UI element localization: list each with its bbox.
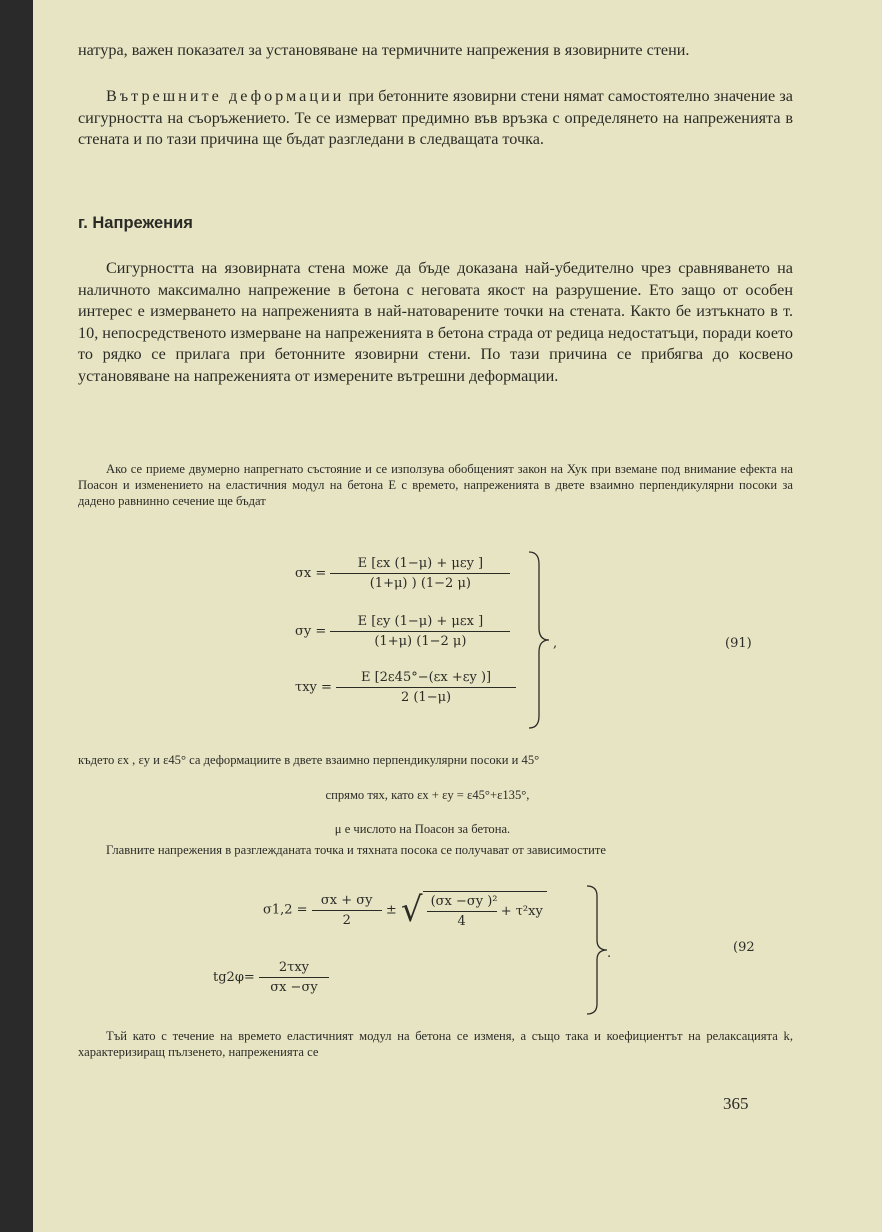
eq91-tau-xy	[295, 670, 516, 705]
eq91-t-lhs: τxy =	[295, 680, 332, 695]
paragraph-top-text: натура, важен показател за установяване на термичните напрежения в язовирните стени.	[78, 41, 690, 59]
paragraph-top	[78, 40, 793, 62]
eq92-s-denominator: 2	[312, 910, 382, 928]
eq92-s-lhs: σ1,2 =	[263, 902, 308, 918]
eq91-sx-numerator: E [εx (1−μ) + μεy ]	[357, 556, 484, 571]
section-heading: г. Напрежения	[78, 214, 193, 232]
eq91-t-denominator: 2 (1−μ)	[336, 687, 516, 705]
where-line-text: където εx , εy и ε45° са деформациите в двете взаимно перпендикулярни посоки и 45°	[78, 753, 540, 767]
eq92-root-tail: + τ²xy	[500, 904, 543, 919]
paragraph-safety-text: Сигурността на язовирната стена може да бъде доказана най-убедително чрез сравняването на наличното максимално напрежение в бетона с неговата якост на разрушение. Ето защо от особен интерес е измерването на напреженията в най-натоварените точки на стената. Както бе изтъкнато в т. 10, непосредственото измерване на напреженията в бетона страда от редица недостатъци, поради което то рядко се прилага при бетонните язовирни стени. По тази причина се прибягва до косвено установяване на напреженията от измерените вътрешни деформации.	[78, 259, 793, 385]
eq92-s-numerator: σx + σy	[320, 892, 373, 908]
relative-line: спрямо тях, като εx + εy = ε45°+ε135°,	[325, 788, 530, 802]
page-number: 365	[723, 1094, 749, 1113]
book-page	[33, 0, 882, 1232]
eq91-sy-numerator: E [εy (1−μ) + μεx ]	[357, 614, 484, 629]
eq91-number: (91)	[725, 636, 752, 651]
paragraph-safety	[78, 258, 793, 388]
eq91-sy-lhs: σy =	[295, 624, 327, 639]
eq92-tg-lhs: tg2φ=	[213, 970, 255, 985]
eq92-tangent	[213, 960, 329, 995]
eq92-number: (92	[733, 940, 755, 955]
poisson-line: μ е числото на Поасон за бетона.	[334, 822, 511, 836]
eq92-dot: .	[607, 946, 612, 961]
paragraph-internal-deformations	[78, 86, 793, 151]
paragraph-principal-text: Главните напрежения в разглежданата точка и тяхната посока се получават от зависимостите	[106, 843, 607, 857]
paragraph-hooke-text: Ако се приеме двумерно напрегнато състояние и се използува обобщеният закон на Хук при вземане под внимание ефекта на Поасон и изменението на еластичния модул на бетона E с времето, напреженията в двете взаимно перпендикулярни посоки за дадено равнинно сечение ще бъдат	[78, 462, 793, 509]
equation-92	[33, 884, 882, 1016]
paragraph-hooke	[78, 461, 793, 510]
paragraph-last-text: Тъй като с течение на времето еластичният модул на бетона се изменя, а също така и коефициентът на релаксацията k, характеризиращ пълзенето, напреженията се	[78, 1029, 793, 1060]
internal-deformations-term: Вътрешните деформации	[106, 87, 345, 105]
eq91-comma: ,	[553, 636, 558, 651]
paragraph-last	[78, 1028, 793, 1060]
eq92-tg-denominator: σx −σy	[259, 977, 329, 995]
equation-91	[33, 550, 882, 730]
eq91-sx-denominator: (1+μ) ) (1−2 μ)	[330, 573, 510, 591]
eq92-root-numerator: (σx −σy )²	[430, 894, 498, 909]
internal-deformations-text: при бетонните язовирни стени нямат самостоятелно значение за сигурността на съоръжението. Те се измерват предимно във връзка с определянето на напреженията в стената и по тази причина ще бъдат разгледани в следващата точка.	[78, 87, 793, 149]
eq92-plus-minus: ±	[385, 902, 397, 918]
eq91-sy-denominator: (1+μ) (1−2 μ)	[330, 631, 510, 649]
eq92-sigma	[263, 890, 547, 930]
eq91-sigma-x	[295, 556, 510, 591]
paragraph-principal	[78, 842, 793, 858]
eq91-sigma-y	[295, 614, 510, 649]
eq91-brace	[523, 550, 553, 730]
eq92-tg-numerator: 2τxy	[278, 960, 310, 975]
eq91-t-numerator: E [2ε45°−(εx +εy )]	[360, 670, 492, 685]
sqrt-icon: √	[400, 890, 423, 930]
eq91-sx-lhs: σx =	[295, 566, 327, 581]
eq92-root-denominator: 4	[427, 911, 497, 929]
where-line	[78, 752, 793, 768]
